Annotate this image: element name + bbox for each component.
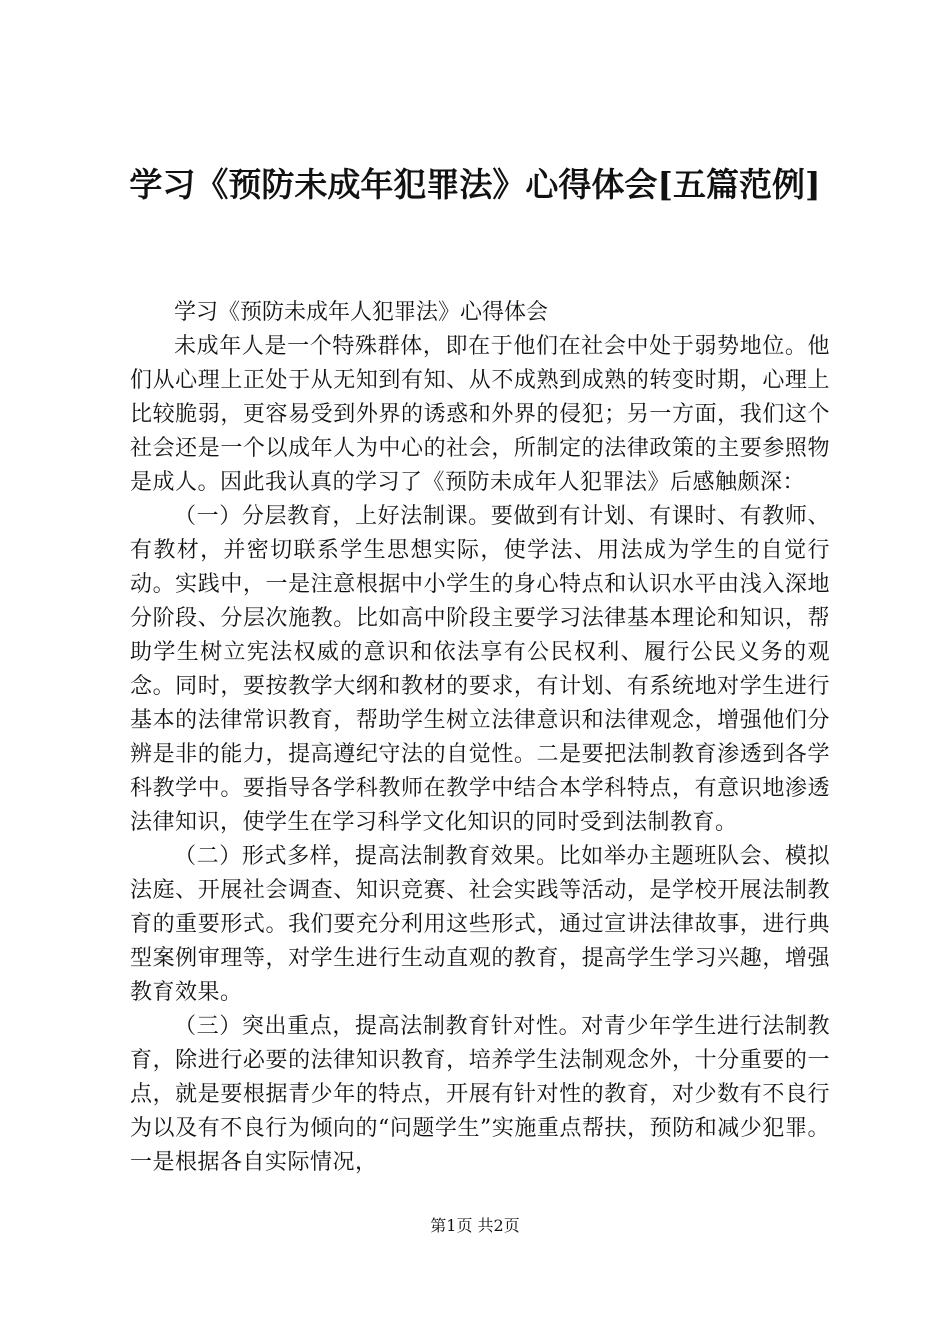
document-body <box>130 296 830 1180</box>
paragraph-section-1: （一）分层教育，上好法制课。要做到有计划、有课时、有教师、有教材，并密切联系学生思想实际，使学法、用法成为学生的自觉行动。实践中，一是注意根据中小学生的身心特点和认识水平由浅入深地分阶段、分层次施教。比如高中阶段主要学习法律基本理论和知识，帮助学生树立宪法权威的意识和依法享有公民权利、履行公民义务的观念。同时，要按教学大纲和教材的要求，有计划、有系统地对学生进行基本的法律常识教育，帮助学生树立法律意识和法律观念，增强他们分辨是非的能力，提高遵纪守法的自觉性。二是要把法制教育渗透到各学科教学中。要指导各学科教师在教学中结合本学科特点，有意识地渗透法律知识，使学生在学习科学文化知识的同时受到法制教育。 <box>130 504 830 835</box>
paragraph-intro: 未成年人是一个特殊群体，即在于他们在社会中处于弱势地位。他们从心理上正处于从无知到有知、从不成熟到成熟的转变时期，心理上比较脆弱，更容易受到外界的诱惑和外界的侵犯；另一方面，我们这个社会还是一个以成年人为中心的社会，所制定的法律政策的主要参照物是成人。因此我认真的学习了《预防未成年人犯罪法》后感触颇深： <box>130 334 830 495</box>
paragraph-section-2: （二）形式多样，提高法制教育效果。比如举办主题班队会、模拟法庭、开展社会调查、知识竞赛、社会实践等活动，是学校开展法制教育的重要形式。我们要充分利用这些形式，通过宣讲法律故事，进行典型案例审理等，对学生进行生动直观的教育，提高学生学习兴趣，增强教育效果。 <box>130 844 830 1005</box>
page-number-footer: 第1页 共2页 <box>430 1216 520 1235</box>
paragraph-section-3: （三）突出重点，提高法制教育针对性。对青少年学生进行法制教育，除进行必要的法律知识教育，培养学生法制观念外，十分重要的一点，就是要根据青少年的特点，开展有针对性的教育，对少数有不良行为以及有不良行为倾向的“问题学生”实施重点帮扶，预防和减少犯罪。一是根据各自实际情况， <box>130 1014 830 1175</box>
article-subtitle: 学习《预防未成年人犯罪法》心得体会 <box>174 300 549 325</box>
document-title: 学习《预防未成年犯罪法》心得体会[五篇范例] <box>129 165 821 204</box>
